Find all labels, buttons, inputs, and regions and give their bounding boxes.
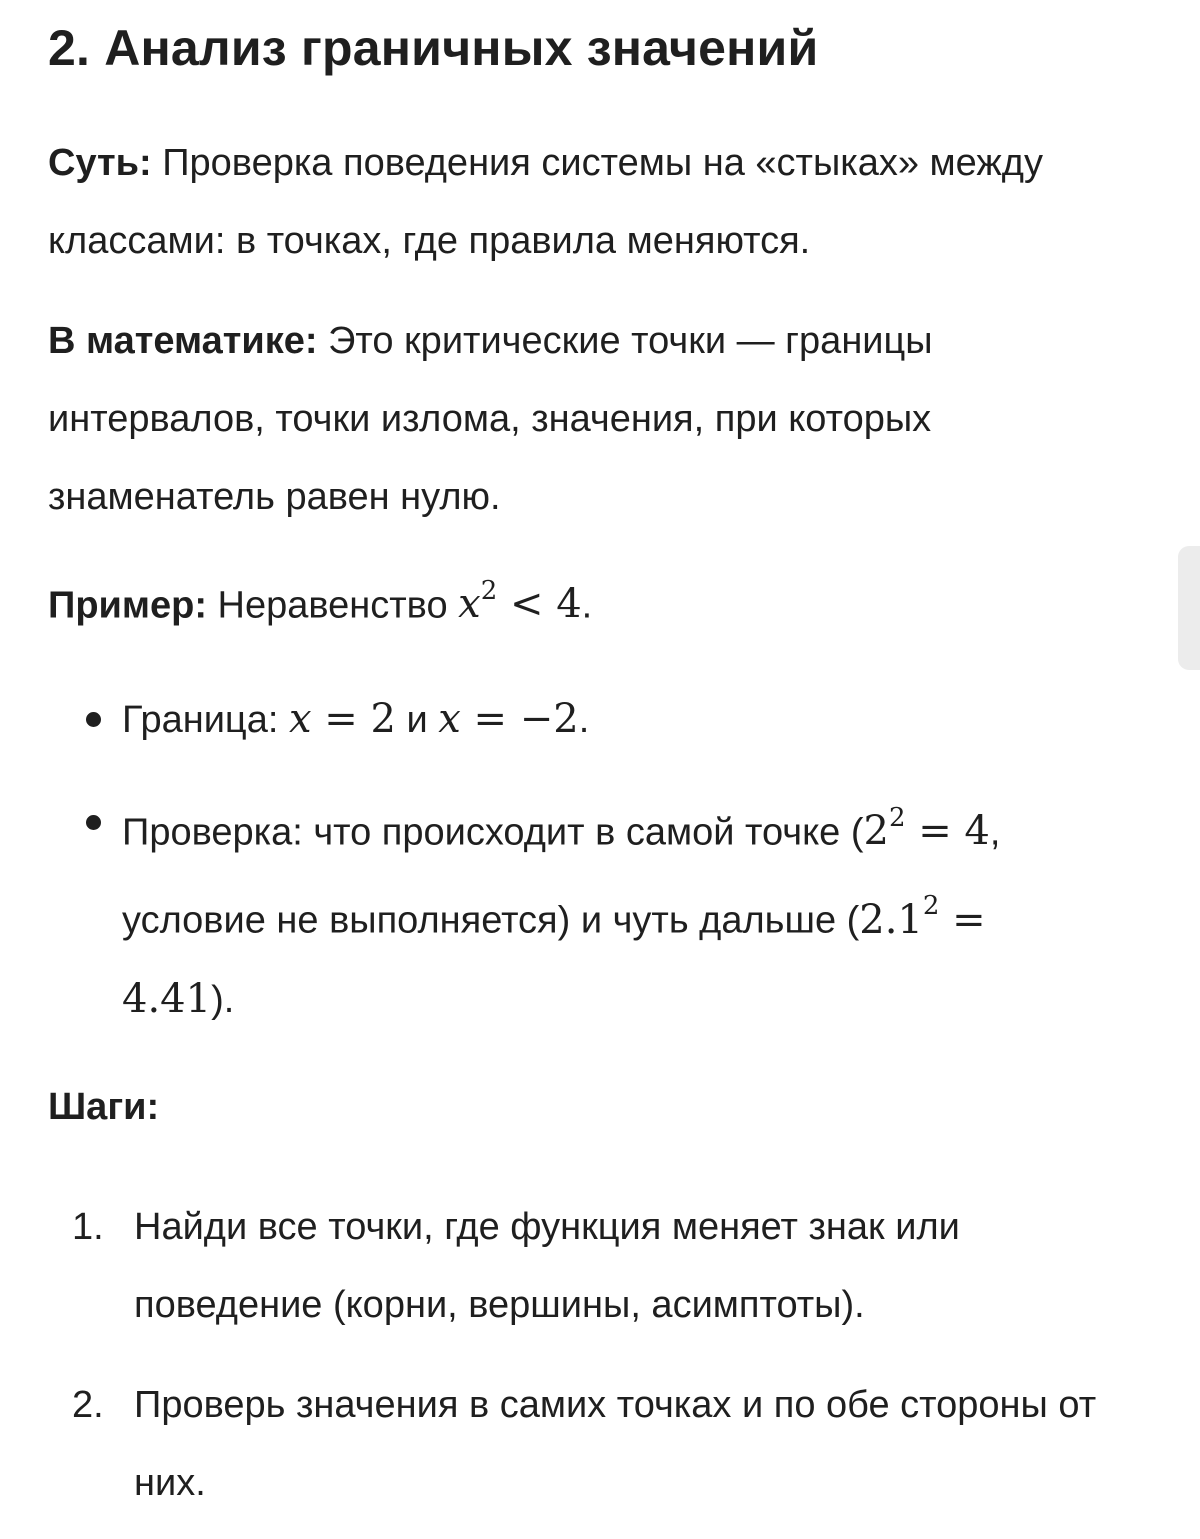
steps-heading: Шаги: xyxy=(48,1086,160,1128)
example-bullet-list xyxy=(48,680,1108,1039)
essence-paragraph xyxy=(48,124,1108,280)
formula-variable: x xyxy=(438,696,461,742)
math-label: В математике: xyxy=(48,320,318,362)
section-heading: 2. Анализ граничных значений xyxy=(48,20,819,76)
bullet-dot-icon xyxy=(86,712,101,727)
formula-exponent: 2 xyxy=(480,576,498,606)
bullet-text: и xyxy=(395,699,439,741)
step-text: Проверь значения в самих точках и по обе стороны от них. xyxy=(134,1384,1097,1504)
step-number: 2. xyxy=(72,1384,104,1426)
example-text: Неравенство xyxy=(207,584,459,627)
formula-rest: = 4 xyxy=(905,808,990,855)
bullet-boundary xyxy=(48,680,1108,759)
formula-variable: x xyxy=(458,581,481,628)
bullet-end: ). xyxy=(211,978,235,1021)
bullet-dot-icon xyxy=(86,815,101,830)
example-end: . xyxy=(581,584,593,627)
step-item xyxy=(48,1366,1108,1522)
formula-base: 2 xyxy=(863,808,889,855)
bullet-end: . xyxy=(578,699,590,741)
formula-exponent: 2 xyxy=(888,803,906,833)
inequality-formula xyxy=(458,576,582,628)
math-paragraph xyxy=(48,302,1108,536)
formula-base: 2.1 xyxy=(859,896,923,943)
example-label: Пример: xyxy=(48,584,207,627)
essence-text: Проверка поведения системы на «стыках» между классами: в точках, где правила меняются. xyxy=(48,142,1043,262)
step-number: 1. xyxy=(72,1206,104,1248)
formula-exponent: 2 xyxy=(922,891,940,922)
boundary-formula-2 xyxy=(438,696,578,742)
bullet-text: Проверка: что происходит в самой точке ( xyxy=(122,811,864,854)
step-item xyxy=(48,1188,1108,1344)
formula-variable: x xyxy=(288,696,312,742)
scrollbar-thumb[interactable] xyxy=(1178,546,1200,670)
check-formula-1 xyxy=(863,803,990,855)
boundary-formula-1 xyxy=(289,696,396,742)
example-paragraph xyxy=(48,556,1108,644)
formula-rest: < 4 xyxy=(497,581,582,628)
formula-rest: = −2 xyxy=(460,696,579,742)
essence-label: Суть: xyxy=(48,142,152,184)
formula-rest: = 4.41 xyxy=(122,896,986,1022)
steps-list xyxy=(48,1188,1108,1522)
math-text: Это критические точки — границы интервалов, точки излома, значения, при которых знаменатель равен нулю. xyxy=(48,320,933,518)
formula-rest: = 2 xyxy=(311,696,396,742)
bullet-check xyxy=(48,783,1108,1039)
step-text: Найди все точки, где функция меняет знак или поведение (корни, вершины, асимптоты). xyxy=(134,1206,960,1326)
bullet-text: , условие не выполняется) и чуть дальше ( xyxy=(122,811,1001,942)
bullet-text: Граница: xyxy=(122,699,289,741)
